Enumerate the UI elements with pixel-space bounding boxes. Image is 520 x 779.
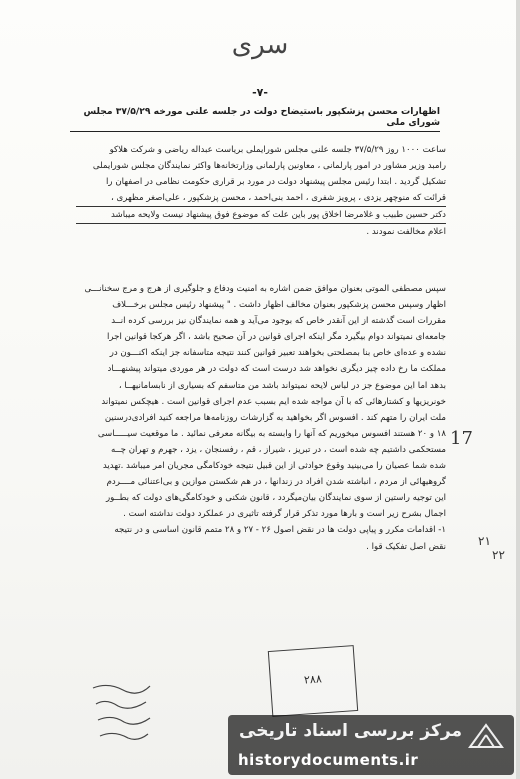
watermark-url: historydocuments.ir <box>238 751 419 769</box>
classification-heading: سرى <box>231 30 289 60</box>
text-line: جامعه‌ای نمیتواند دوام بیگیرد مگر اینکه اجرای قوانین در آن صحیح باشد ، اگر هرکجا قوانین اجرا <box>107 332 446 343</box>
watermark-title: مرکز بررسی اسناد تاریخی <box>239 721 462 741</box>
paragraph-session-opening <box>76 142 446 241</box>
handwritten-signature <box>88 680 158 750</box>
text-line: ۱- اقدامات مکرر و پیاپی دولت ها در نقض اصول ۲۶ - ۲۷ و ۲۸ متمم قانون اساسی و در نتیجه <box>114 525 446 536</box>
text-line: نقض اصل تفکیک قوا . <box>366 541 446 552</box>
archive-logo-icon <box>466 721 506 751</box>
document-title: اظهارات محسن پزشکپور باستیضاح دولت در جلسه علنی مورخه ۳۷/۵/۲۹ مجلس شورای ملی <box>70 106 440 132</box>
text-line: مقررات است گذشته از این آنقدر خاص که بوجود می‌آید و همه نمایندگان نیز بررسی کرده انــد <box>111 316 446 327</box>
stamp-number: ۲۸۸ <box>303 672 323 687</box>
paragraph-speech <box>54 281 446 555</box>
margin-mark-17: 17 <box>450 428 473 449</box>
text-line: ساعت ۱۰۰۰ روز ۳۷/۵/۲۹ جلسه علنی مجلس شورایملی بریاست عبداله ریاضی و شرکت هلاکو <box>109 145 446 155</box>
text-line: رامبد وزیر مشاور در امور پارلمانی ، معاونین پارلمانی وزارتخانه‌ها واکثر نمایندگان مجلس شورایملی <box>92 161 446 172</box>
text-line: خونریزیها و کشتارهائی که با آن مواجه شده ایم بسبب عدم اجرای قوانین است . هیچکس نمیتواند <box>101 396 446 407</box>
text-line: مملکت ما رخ داده چیز دیگری نخواهد شد درست است که دولت در هر موردی میتواند پیشنهـــاد <box>107 364 446 375</box>
text-line: گروهیهائی از مردم ، انباشته شدن افراد در زندانها ، در هم شکستن موازین و بی‌اعتنائی مــــردم <box>106 477 446 488</box>
page-number: -۷- <box>252 86 268 99</box>
text-line: تشکیل گردید . ابتدا رئیس مجلس پیشنهاد دولت در مورد بر قراری حکومت نظامی در اصفهان را <box>106 177 446 188</box>
text-line: اعلام مخالفت نمودند . <box>366 227 446 238</box>
text-line: شده شما عصیان را می‌بینید وقوع حوادثی از این قبیل نتیجه خودکامگی مجریان امر میباشد .تهدید <box>102 461 446 472</box>
scan-edge <box>516 0 520 779</box>
text-line: بدهد اما این موضوع جز در لباس لایحه نمیتواند باشد من متاسفم که بسیاری از نابسامانیهــا ، <box>118 380 446 391</box>
text-line: اظهار وسپس محسن پزشکپور بعنوان مخالف اظهار داشت . " پیشنهاد رئیس مجلس برخـــلاف <box>112 300 446 311</box>
text-line: دکتر حسین طبیب و غلامرضا اخلاق پور باین علت که موضوع فوق پیشنهاد نیست ولایحه میباشد <box>76 207 446 224</box>
text-line: قرائت که منوچهر یزدی ، پرویز شفری ، احمد بنی‌احمد ، محسن پزشکپور ، علی‌اصغر مظهری ، <box>76 190 446 207</box>
text-line: مستحکمی داشتیم چه شده است ، در تبریز ، شیراز ، قم ، رفسنجان ، یزد ، جهرم و تهران چــه <box>111 444 446 455</box>
text-line: این توجیه راستین از سوی نمایندگان بیان‌میگردد ، قانون شکنی و خودکامگی‌های دولت که بطــور <box>106 493 446 504</box>
text-line: نشده و عده‌ای خاص بنا بمصلحتی بخواهند تعبیر قوانین کنند نتیجه متاسفانه جز اینکه اکنـــون در <box>109 348 446 359</box>
margin-mark-22: ۲۲ <box>492 548 505 562</box>
margin-mark-21: ۲۱ <box>478 534 491 548</box>
archive-stamp <box>268 645 358 717</box>
watermark-banner <box>228 715 514 775</box>
text-line: اجمال بشرح زیر است و بارها مورد تذکر قرار گرفته تاثیری در عملکرد دولت نداشته است . <box>123 509 446 520</box>
text-line: ۱۸ و ۲۰ هستند افسوس میخوریم که آنها را وابسته به بیگانه معرفی نمائید . ما موقعیت سیـــــاسی <box>97 428 446 439</box>
text-line: سپس مصطفی الموتی بعنوان موافق ضمن اشاره به امنیت ودفاع و جلوگیری از هرج و مرج سخنانـــی <box>84 284 446 294</box>
text-line: ملت ایران را متهم کند . افسوس اگر بخواهید به گزارشات روزنامه‌ها مراجعه کنید افرادی‌درسنین <box>104 412 446 423</box>
